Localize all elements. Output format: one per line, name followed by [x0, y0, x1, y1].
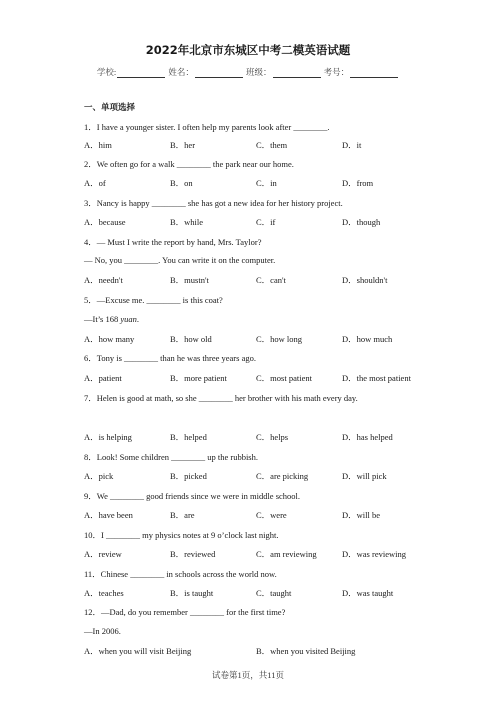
question-10-stem: 10．I ________ my physics notes at 9 o’clock last night. — [84, 530, 279, 540]
q5-option-d[interactable]: D．how much — [342, 334, 393, 344]
q8-option-c[interactable]: C．are picking — [256, 471, 309, 481]
q2-option-d[interactable]: D．from — [342, 178, 374, 188]
question-5-stem: 5．—Excuse me. ________ is this coat? — [84, 295, 223, 305]
question-5-stem-2 — [84, 314, 139, 324]
q5-option-a[interactable]: A．how many — [84, 334, 135, 344]
q5-answer-text: —It’s 168 — [84, 314, 121, 324]
q5-period: . — [136, 314, 140, 324]
q2-option-b[interactable]: B．on — [170, 178, 193, 188]
q4-option-b[interactable]: B．mustn't — [170, 275, 209, 285]
q8-option-d[interactable]: D．will pick — [342, 471, 387, 481]
q3-option-a[interactable]: A．because — [84, 217, 126, 227]
question-7-stem: 7．Helen is good at math, so she ________ her brother with his math every day. — [84, 393, 358, 403]
q5-option-c[interactable]: C．how long — [256, 334, 303, 344]
question-12-stem: 12．—Dad, do you remember ________ for the first time? — [84, 607, 286, 617]
name-label: 姓名： — [168, 67, 194, 77]
q1-option-c[interactable]: C．them — [256, 140, 288, 150]
page-title: 2022年北京市东城区中考二模英语试题 — [145, 43, 351, 57]
q9-option-a[interactable]: A．have been — [84, 510, 133, 520]
q1-option-b[interactable]: B．her — [170, 140, 196, 150]
question-4-stem: 4．— Must I write the report by hand, Mrs. Taylor? — [84, 237, 262, 247]
question-3-stem: 3．Nancy is happy ________ she has got a new idea for her history project. — [84, 198, 343, 208]
q7-option-a[interactable]: A．is helping — [84, 432, 132, 442]
q1-option-d[interactable]: D．it — [342, 140, 362, 150]
q12-option-b[interactable]: B．when you visited Beijing — [256, 646, 356, 656]
q6-option-a[interactable]: A．patient — [84, 373, 122, 383]
q7-option-c[interactable]: C．helps — [256, 432, 289, 442]
q10-option-c[interactable]: C．am reviewing — [256, 549, 317, 559]
q11-option-b[interactable]: B．is taught — [170, 588, 214, 598]
q12-option-a[interactable]: A．when you will visit Beijing — [84, 646, 192, 656]
q2-option-c[interactable]: C．in — [256, 178, 277, 188]
q11-option-c[interactable]: C．taught — [256, 588, 292, 598]
q6-option-d[interactable]: D．the most patient — [342, 373, 411, 383]
q7-option-b[interactable]: B．helped — [170, 432, 207, 442]
student-info-line — [0, 66, 496, 78]
q9-option-c[interactable]: C．were — [256, 510, 287, 520]
q9-option-d[interactable]: D．will be — [342, 510, 381, 520]
q3-option-b[interactable]: B．while — [170, 217, 204, 227]
q8-option-b[interactable]: B．picked — [170, 471, 207, 481]
q5-option-b[interactable]: B．how old — [170, 334, 212, 344]
q3-option-d[interactable]: D．though — [342, 217, 381, 227]
section-heading: 一、单项选择 — [84, 103, 136, 113]
q4-option-c[interactable]: C．can't — [256, 275, 286, 285]
q6-option-c[interactable]: C．most patient — [256, 373, 312, 383]
class-label: 班级： — [245, 67, 272, 77]
question-11-stem: 11．Chinese ________ in schools across the world now. — [84, 569, 277, 579]
question-12-stem-2: —In 2006. — [84, 626, 121, 636]
question-9-stem: 9．We ________ good friends since we were in middle school. — [84, 491, 301, 501]
page-footer: 试卷第1页，共11页 — [212, 670, 284, 680]
class-field[interactable] — [273, 68, 321, 78]
school-field[interactable] — [117, 68, 165, 78]
question-4-stem-2: — No, you ________. You can write it on the computer. — [84, 255, 276, 265]
q9-option-b[interactable]: B．are — [170, 510, 195, 520]
q4-option-a[interactable]: A．needn't — [84, 275, 123, 285]
q11-option-d[interactable]: D．was taught — [342, 588, 394, 598]
q3-option-c[interactable]: C．if — [256, 217, 276, 227]
q8-option-a[interactable]: A．pick — [84, 471, 114, 481]
question-6-stem: 6．Tony is ________ than he was three years ago. — [84, 353, 256, 363]
q10-option-a[interactable]: A．review — [84, 549, 122, 559]
q4-option-d[interactable]: D．shouldn't — [342, 275, 388, 285]
q10-option-b[interactable]: B．reviewed — [170, 549, 216, 559]
question-1-stem: 1．I have a younger sister. I often help my parents look after ________. — [84, 122, 330, 132]
school-label: 学校: — [96, 67, 117, 77]
exam-no-field[interactable] — [350, 68, 398, 78]
q7-option-d[interactable]: D．has helped — [342, 432, 393, 442]
q10-option-d[interactable]: D．was reviewing — [342, 549, 406, 559]
question-2-stem: 2．We often go for a walk ________ the park near our home. — [84, 159, 294, 169]
q11-option-a[interactable]: A．teaches — [84, 588, 124, 598]
question-8-stem: 8．Look! Some children ________ up the rubbish. — [84, 452, 258, 462]
q1-option-a[interactable]: A．him — [84, 140, 112, 150]
q2-option-a[interactable]: A．of — [84, 178, 106, 188]
q5-unit-yuan: yuan — [120, 314, 137, 324]
exam-no-label: 考号： — [323, 67, 350, 77]
name-field[interactable] — [195, 68, 243, 78]
q6-option-b[interactable]: B．more patient — [170, 373, 227, 383]
